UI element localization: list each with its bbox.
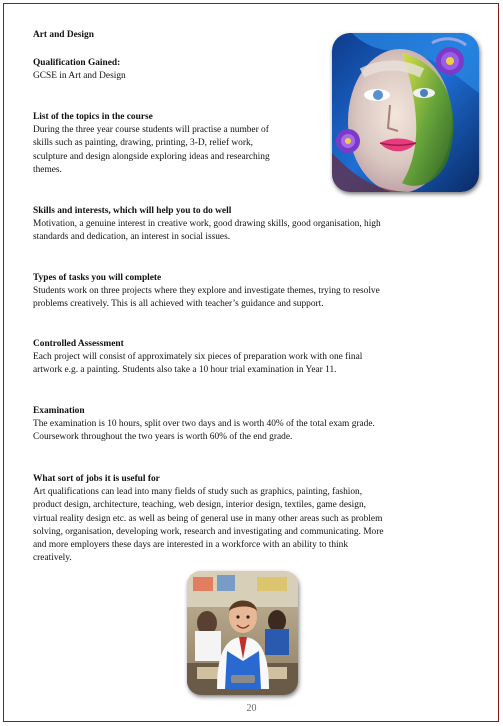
topics-line: skills such as painting, drawing, printing, 3-D, relief work,: [33, 138, 254, 149]
jobs-line: creatively.: [33, 553, 72, 564]
skills-heading: Skills and interests, which will help you to do well: [33, 206, 232, 216]
examination-heading: Examination: [33, 406, 85, 416]
page-title: Art and Design: [33, 30, 94, 40]
jobs-section: [33, 473, 384, 565]
examination-section: [33, 405, 375, 445]
topics-line: themes.: [33, 164, 62, 175]
skills-line: standards and dedication, an interest in social issues.: [33, 232, 231, 243]
examination-line: Coursework throughout the two years is worth 60% of the end grade.: [33, 432, 293, 443]
tasks-heading: Types of tasks you will complete: [33, 273, 162, 283]
controlled-heading: Controlled Assessment: [33, 339, 124, 349]
topics-heading: List of the topics in the course: [33, 112, 153, 122]
qualification-heading: Qualification Gained:: [33, 58, 121, 68]
jobs-heading: What sort of jobs it is useful for: [33, 474, 160, 484]
jobs-line: product design, architecture, teaching, web design, interior design, textiles, game design,: [33, 500, 366, 511]
jobs-line: solving, organisation, developing work, research and investigating and communicating. More: [33, 526, 384, 537]
tasks-section: [33, 272, 380, 312]
topics-line: sculpture and design alongside exploring ideas and researching: [33, 151, 270, 162]
purple-flower-top: [436, 47, 464, 75]
examination-line: The examination is 10 hours, split over two days and is worth 40% of the total exam grade.: [33, 419, 375, 430]
skills-section: [33, 205, 381, 245]
controlled-line: Each project will consist of approximately six pieces of preparation work with one final: [33, 352, 363, 363]
skills-line: Motivation, a genuine interest in creative work, good drawing skills, good organisation, high: [33, 219, 381, 230]
topics-line: During the three year course students will practise a number of: [33, 125, 269, 136]
face-painting-image: [332, 33, 479, 192]
jobs-line: virtual reality design etc. as well as being of general use in many other areas such as problem: [33, 513, 383, 524]
controlled-line: artwork e.g. a painting. Students also take a 10 hour trial examination in Year 11.: [33, 365, 337, 376]
controlled-section: [33, 338, 362, 378]
student-photo: [187, 571, 298, 695]
qualification-section: [33, 57, 126, 83]
jobs-line: and more employers these days are interested in a workforce with an ability to think: [33, 540, 349, 551]
tasks-line: problems creatively. This is all achieved with teacher’s guidance and support.: [33, 299, 324, 310]
face-painting-illustration: [332, 33, 479, 192]
student-illustration: [187, 571, 298, 695]
qualification-text: GCSE in Art and Design: [33, 71, 126, 82]
topics-section: [33, 111, 270, 177]
jobs-line: Art qualifications can lead into many fields of study such as graphics, painting, fashion,: [33, 487, 363, 498]
page-number: 20: [246, 703, 257, 714]
purple-flower-left: [336, 129, 360, 153]
tasks-line: Students work on three projects where they explore and investigate themes, trying to resolve: [33, 286, 380, 297]
